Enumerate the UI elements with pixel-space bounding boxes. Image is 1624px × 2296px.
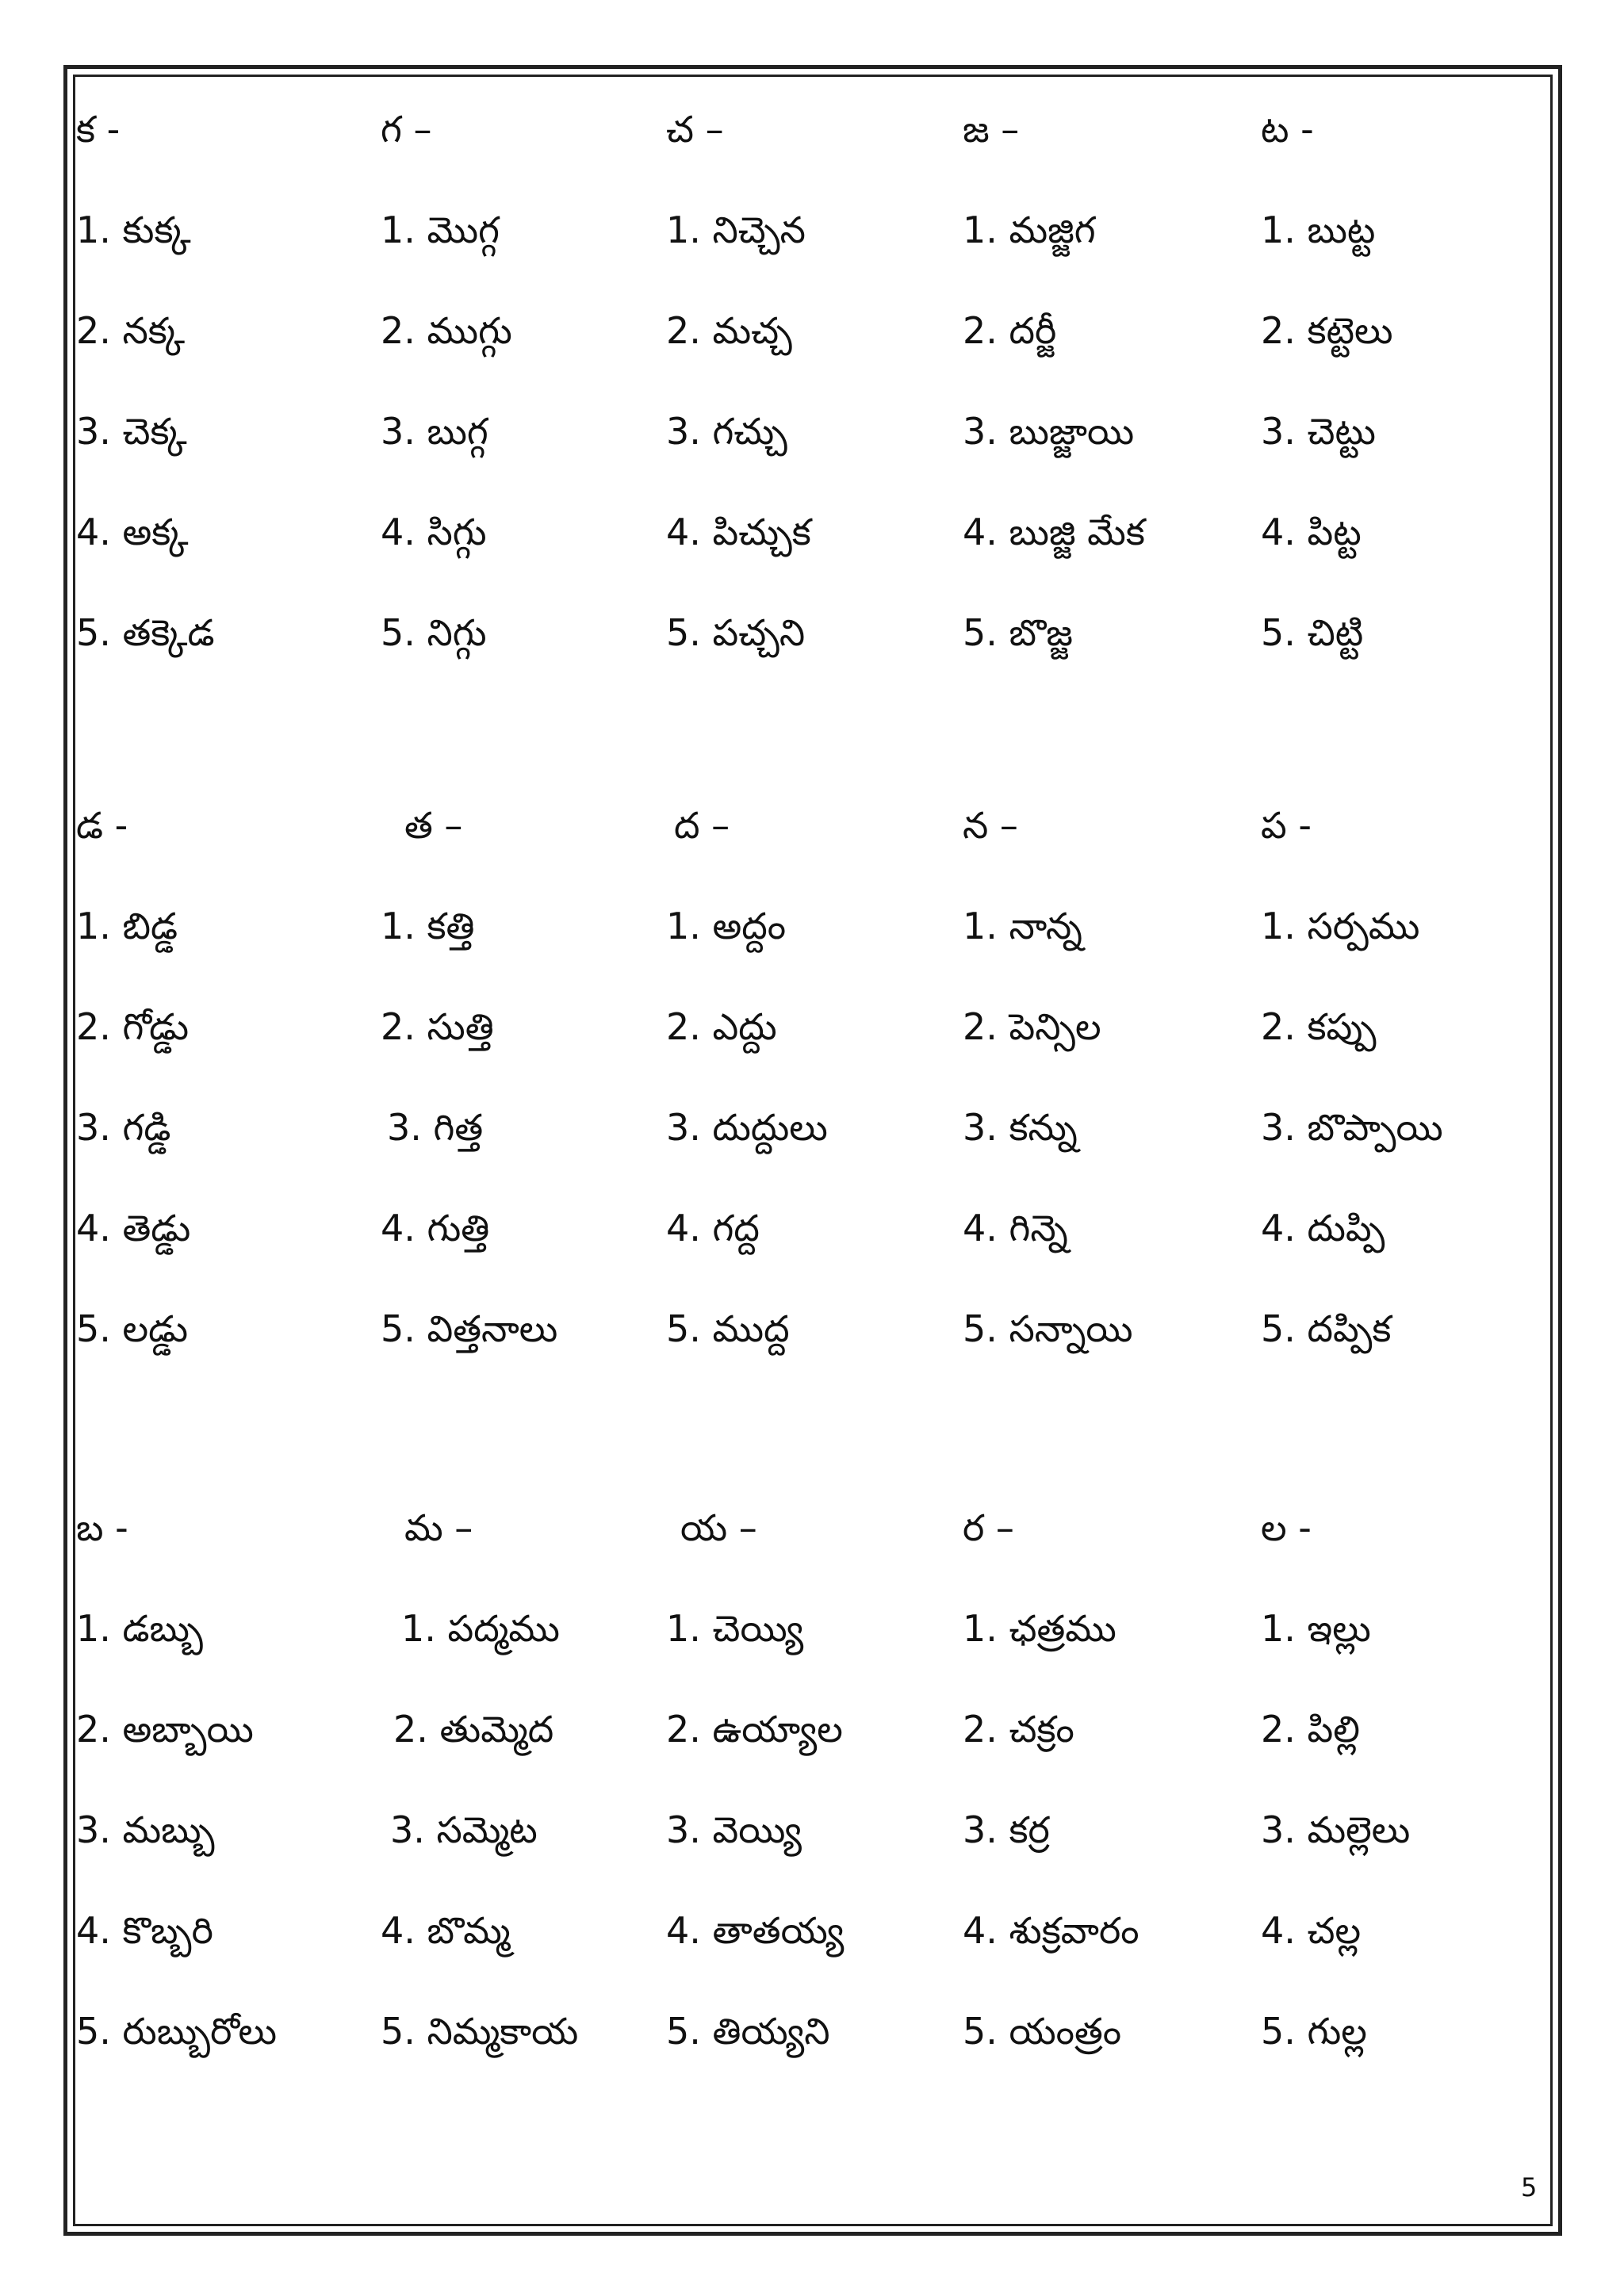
word-item: 1. చెయ్యి [666, 1607, 804, 1650]
letter-group-2 [73, 804, 1553, 1410]
column-heading: ద – [674, 804, 730, 847]
word-item: 2. అబ్బాయి [76, 1708, 254, 1751]
word-item: 3. దుద్దులు [666, 1106, 828, 1149]
word-item: 4. కొబ్బరి [76, 1909, 213, 1952]
word-item: 1. బిడ్డ [76, 905, 178, 947]
column-heading: న – [963, 804, 1018, 847]
word-item: 5. దప్పిక [1261, 1307, 1392, 1350]
column-heading: చ – [666, 108, 724, 151]
word-item: 2. నక్క [76, 309, 186, 352]
word-item: 1. కత్తి [381, 905, 475, 947]
column-heading: ర – [963, 1506, 1014, 1549]
page-number: 5 [1521, 2172, 1538, 2202]
word-item: 5. విత్తనాలు [381, 1307, 558, 1350]
column-heading: డ - [76, 804, 128, 847]
word-item: 1. బుట్ట [1261, 209, 1376, 251]
word-item: 2. దర్జీ [963, 309, 1057, 352]
word-item: 1. ఛత్రము [963, 1607, 1116, 1650]
word-item: 3. చెట్టు [1261, 410, 1376, 453]
word-item: 1. పద్మము [401, 1607, 560, 1650]
word-item: 1. మజ్జిగ [963, 209, 1096, 251]
word-item: 5. చిట్టి [1261, 611, 1364, 654]
word-item: 4. అక్క [76, 511, 189, 553]
word-item: 3. గిత్త [387, 1106, 484, 1149]
word-item: 3. సమ్మెట [390, 1808, 538, 1851]
word-item: 1. నిచ్చెన [666, 209, 806, 251]
word-item: 2. మచ్చ [666, 309, 792, 352]
word-item: 3. గడ్డి [76, 1106, 171, 1149]
word-item: 1. నాన్న [963, 905, 1082, 947]
word-item: 4. గద్ద [666, 1207, 760, 1249]
column-heading: త – [404, 804, 463, 847]
word-item: 4. శుక్రవారం [963, 1909, 1139, 1952]
word-item: 5. రుబ్బురోలు [76, 2010, 278, 2053]
word-item: 4. బొమ్మ [381, 1909, 511, 1952]
column-heading: ట - [1261, 108, 1314, 151]
word-item: 2. కట్టెలు [1261, 309, 1393, 352]
word-item: 4. తెడ్డు [76, 1207, 191, 1249]
word-item: 4. గుత్తి [381, 1207, 490, 1249]
column-heading: ల - [1261, 1506, 1312, 1549]
column-heading: జ – [963, 108, 1020, 151]
column-heading: క - [76, 108, 121, 151]
word-item: 5. నిగ్గు [381, 611, 487, 654]
word-item: 5. గుల్ల [1261, 2010, 1367, 2053]
word-item: 3. బుగ్గ [381, 410, 488, 453]
word-item: 2. ఉయ్యాల [666, 1708, 843, 1751]
word-item: 2. సుత్తి [381, 1005, 494, 1048]
word-item: 4. సిగ్గు [381, 511, 487, 553]
word-item: 3. కన్ను [963, 1106, 1078, 1149]
word-item: 1. డబ్బు [76, 1607, 204, 1650]
letter-group-3 [73, 1506, 1553, 2112]
word-item: 5. సన్నాయి [963, 1307, 1133, 1350]
column-heading: య – [680, 1506, 757, 1549]
word-item: 4. గిన్నె [963, 1207, 1068, 1249]
column-heading: ప - [1261, 804, 1312, 847]
word-item: 3. బొప్పాయి [1261, 1106, 1443, 1149]
column-heading: బ - [76, 1506, 128, 1549]
word-item: 4. పిట్ట [1261, 511, 1362, 553]
word-item: 3. గచ్చు [666, 410, 787, 453]
word-item: 5. ముద్ద [666, 1307, 790, 1350]
word-item: 2. ముగ్గు [381, 309, 512, 352]
word-item: 4. పిచ్చుక [666, 511, 811, 553]
letter-group-1 [73, 108, 1553, 714]
word-item: 4. తాతయ్య [666, 1909, 845, 1952]
word-item: 2. గోడ్డు [76, 1005, 190, 1048]
word-item: 4. చల్ల [1261, 1909, 1362, 1952]
word-item: 3. మబ్బు [76, 1808, 215, 1851]
word-item: 2. కప్పు [1261, 1005, 1377, 1048]
word-item: 2. తుమ్మెద [393, 1708, 554, 1751]
word-item: 1. ఇల్లు [1261, 1607, 1371, 1650]
word-item: 1. కుక్క [76, 209, 191, 251]
word-item: 3. వెయ్యి [666, 1808, 802, 1851]
word-item: 5. బొజ్జ [963, 611, 1073, 654]
word-item: 5. తియ్యని [666, 2010, 830, 2053]
word-item: 2. పెన్సిల [963, 1005, 1101, 1048]
word-item: 2. పిల్లి [1261, 1708, 1360, 1751]
word-item: 4. బుజ్జి మేక [963, 511, 1145, 553]
word-item: 3. బుజ్జాయి [963, 410, 1135, 453]
column-heading: గ – [381, 108, 432, 151]
column-heading: మ – [404, 1506, 473, 1549]
word-item: 3. కర్ర [963, 1808, 1050, 1851]
word-item: 3. చెక్క [76, 410, 187, 453]
word-item: 5. పచ్చని [666, 611, 806, 654]
word-item: 1. సర్పము [1261, 905, 1420, 947]
word-item: 2. చక్రం [963, 1708, 1074, 1751]
word-item: 4. దుప్పి [1261, 1207, 1385, 1249]
word-item: 3. మల్లెలు [1261, 1808, 1411, 1851]
word-item: 2. ఎద్దు [666, 1005, 777, 1048]
word-item: 5. యంత్రం [963, 2010, 1122, 2053]
word-item: 5. లడ్డు [76, 1307, 189, 1350]
word-item: 5. తక్కెడ [76, 611, 215, 654]
word-item: 1. అద్దం [666, 905, 787, 947]
word-item: 5. నిమ్మకాయ [381, 2010, 579, 2053]
word-item: 1. మొగ్గ [381, 209, 500, 251]
